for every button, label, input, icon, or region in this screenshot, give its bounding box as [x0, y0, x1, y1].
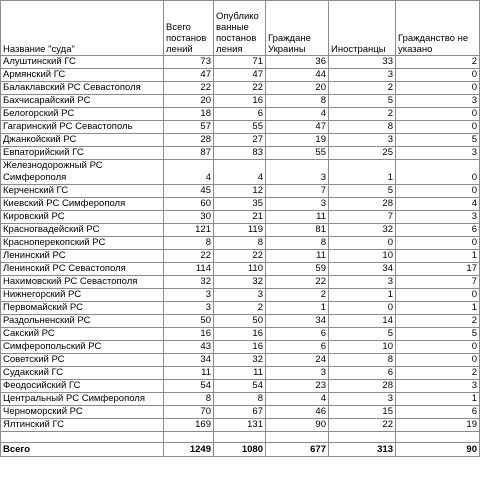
citizenship-unknown-cell[interactable]: 3: [396, 380, 480, 393]
table-row: [1, 95, 480, 108]
foreigners-cell[interactable]: 6: [329, 367, 396, 380]
citizens-ukraine-cell[interactable]: 8: [266, 95, 329, 108]
citizenship-unknown-cell[interactable]: 0: [396, 82, 480, 95]
total-rulings-cell[interactable]: 8: [164, 237, 214, 250]
court-name-cell[interactable]: Центральный РС Симферополя: [1, 393, 164, 406]
citizenship-unknown-cell[interactable]: 1: [396, 393, 480, 406]
header-row: [1, 1, 480, 56]
published-rulings-cell[interactable]: 27: [214, 134, 266, 147]
published-rulings-cell[interactable]: 67: [214, 406, 266, 419]
total-rulings-cell[interactable]: 3: [164, 302, 214, 315]
court-name-cell[interactable]: Алуштинский ГС: [1, 56, 164, 69]
court-name-cell[interactable]: Белогорский РС: [1, 108, 164, 121]
citizens-ukraine-cell[interactable]: 6: [266, 328, 329, 341]
foreigners-cell[interactable]: 5: [329, 185, 396, 198]
total-citizens-ukraine[interactable]: 677: [266, 443, 329, 457]
foreigners-cell[interactable]: 33: [329, 56, 396, 69]
court-name-cell[interactable]: Первомайский РС: [1, 302, 164, 315]
total-rulings-cell[interactable]: 20: [164, 95, 214, 108]
citizenship-unknown-cell[interactable]: 3: [396, 95, 480, 108]
published-rulings-cell[interactable]: 54: [214, 380, 266, 393]
total-rulings-cell[interactable]: 50: [164, 315, 214, 328]
published-rulings-cell[interactable]: 22: [214, 82, 266, 95]
citizens-ukraine-cell[interactable]: 46: [266, 406, 329, 419]
table-row: [1, 250, 480, 263]
court-name-cell[interactable]: Киевский РС Симферополя: [1, 198, 164, 211]
table-row: [1, 121, 480, 134]
table-row: [1, 380, 480, 393]
citizens-ukraine-cell[interactable]: 1: [266, 302, 329, 315]
court-name-cell[interactable]: Сакский РС: [1, 328, 164, 341]
citizenship-unknown-cell[interactable]: 1: [396, 302, 480, 315]
total-rulings-cell[interactable]: 60: [164, 198, 214, 211]
foreigners-cell[interactable]: 3: [329, 134, 396, 147]
citizens-ukraine-cell[interactable]: 3: [266, 367, 329, 380]
table-row: [1, 185, 480, 198]
foreigners-cell[interactable]: 8: [329, 121, 396, 134]
total-rulings-cell[interactable]: 11: [164, 367, 214, 380]
published-rulings-cell[interactable]: 12: [214, 185, 266, 198]
total-rulings-cell[interactable]: 28: [164, 134, 214, 147]
citizens-ukraine-cell[interactable]: 44: [266, 69, 329, 82]
table-row: [1, 224, 480, 237]
citizens-ukraine-cell[interactable]: 34: [266, 315, 329, 328]
citizens-ukraine-cell[interactable]: 22: [266, 276, 329, 289]
table-row: [1, 56, 480, 69]
court-name-cell[interactable]: Железнодорожный РС Симферополя: [1, 160, 164, 185]
citizenship-unknown-cell[interactable]: 0: [396, 341, 480, 354]
table-row: [1, 108, 480, 121]
citizens-ukraine-cell[interactable]: 19: [266, 134, 329, 147]
table-row: [1, 315, 480, 328]
table-row: [1, 82, 480, 95]
foreigners-cell[interactable]: 7: [329, 211, 396, 224]
court-name-cell[interactable]: Евпаторийский ГС: [1, 147, 164, 160]
published-rulings-cell[interactable]: 32: [214, 354, 266, 367]
published-rulings-cell[interactable]: 16: [214, 341, 266, 354]
published-rulings-cell[interactable]: 83: [214, 147, 266, 160]
published-rulings-cell[interactable]: 50: [214, 315, 266, 328]
foreigners-cell[interactable]: 5: [329, 328, 396, 341]
citizenship-unknown-cell[interactable]: 4: [396, 198, 480, 211]
header-total-rulings[interactable]: Всего постанов лений: [164, 1, 214, 56]
table-row: [1, 354, 480, 367]
court-name-cell[interactable]: Балаклавский РС Севастополя: [1, 82, 164, 95]
table-row: [1, 419, 480, 432]
total-rulings-cell[interactable]: 73: [164, 56, 214, 69]
total-rulings-cell[interactable]: 57: [164, 121, 214, 134]
published-rulings-cell[interactable]: 47: [214, 69, 266, 82]
foreigners-cell[interactable]: 8: [329, 354, 396, 367]
published-rulings-cell[interactable]: 8: [214, 237, 266, 250]
court-name-cell[interactable]: Феодосийский ГС: [1, 380, 164, 393]
table-row: [1, 406, 480, 419]
table-cell[interactable]: [266, 432, 329, 443]
total-rulings-cell[interactable]: 45: [164, 185, 214, 198]
total-rulings-cell[interactable]: 121: [164, 224, 214, 237]
total-rulings-cell[interactable]: 114: [164, 263, 214, 276]
citizens-ukraine-cell[interactable]: 47: [266, 121, 329, 134]
table-cell[interactable]: [1, 432, 164, 443]
court-name-cell[interactable]: Раздольненский РС: [1, 315, 164, 328]
court-name-cell[interactable]: Армянский ГС: [1, 69, 164, 82]
foreigners-cell[interactable]: 14: [329, 315, 396, 328]
foreigners-cell[interactable]: 1: [329, 160, 396, 185]
table-row: [1, 341, 480, 354]
table-row: [1, 147, 480, 160]
citizenship-unknown-cell[interactable]: 3: [396, 211, 480, 224]
citizenship-unknown-cell[interactable]: 1: [396, 250, 480, 263]
published-rulings-cell[interactable]: 22: [214, 250, 266, 263]
total-all-rulings[interactable]: 1249: [164, 443, 214, 457]
table-cell[interactable]: [396, 432, 480, 443]
total-row: [1, 443, 480, 457]
published-rulings-cell[interactable]: 55: [214, 121, 266, 134]
citizenship-unknown-cell[interactable]: 7: [396, 276, 480, 289]
foreigners-cell[interactable]: 3: [329, 69, 396, 82]
table-cell[interactable]: [214, 432, 266, 443]
blank-row: [1, 432, 480, 443]
table-row: [1, 302, 480, 315]
citizenship-unknown-cell[interactable]: 0: [396, 185, 480, 198]
court-name-cell[interactable]: Кировский РС: [1, 211, 164, 224]
table-row: [1, 367, 480, 380]
total-unknown[interactable]: 90: [396, 443, 480, 457]
citizens-ukraine-cell[interactable]: 55: [266, 147, 329, 160]
foreigners-cell[interactable]: 2: [329, 82, 396, 95]
citizens-ukraine-cell[interactable]: 90: [266, 419, 329, 432]
published-rulings-cell[interactable]: 4: [214, 160, 266, 185]
foreigners-cell[interactable]: 0: [329, 302, 396, 315]
table-body: [1, 56, 480, 432]
table-row: [1, 198, 480, 211]
citizenship-unknown-cell[interactable]: 0: [396, 354, 480, 367]
court-name-cell[interactable]: Симферопольский РС: [1, 341, 164, 354]
citizenship-unknown-cell[interactable]: 6: [396, 224, 480, 237]
foreigners-cell[interactable]: 34: [329, 263, 396, 276]
foreigners-cell[interactable]: 32: [329, 224, 396, 237]
citizenship-unknown-cell[interactable]: 0: [396, 289, 480, 302]
published-rulings-cell[interactable]: 71: [214, 56, 266, 69]
total-rulings-cell[interactable]: 47: [164, 69, 214, 82]
foreigners-cell[interactable]: 5: [329, 95, 396, 108]
header-citizens-ukraine[interactable]: Граждане Украины: [266, 1, 329, 56]
table-cell[interactable]: [329, 432, 396, 443]
foreigners-cell[interactable]: 15: [329, 406, 396, 419]
citizenship-unknown-cell[interactable]: 19: [396, 419, 480, 432]
table-cell[interactable]: [164, 432, 214, 443]
header-citizenship-unknown[interactable]: Гражданство не указано: [396, 1, 480, 56]
court-name-cell[interactable]: Гагаринский РС Севастополь: [1, 121, 164, 134]
total-rulings-cell[interactable]: 22: [164, 82, 214, 95]
table-row: [1, 134, 480, 147]
total-rulings-cell[interactable]: 16: [164, 328, 214, 341]
header-foreigners[interactable]: Иностранцы: [329, 1, 396, 56]
published-rulings-cell[interactable]: 3: [214, 289, 266, 302]
total-published[interactable]: 1080: [214, 443, 266, 457]
total-rulings-cell[interactable]: 3: [164, 289, 214, 302]
table-row: [1, 276, 480, 289]
foreigners-cell[interactable]: 1: [329, 289, 396, 302]
court-name-cell[interactable]: Ялтинский ГС: [1, 419, 164, 432]
foreigners-cell[interactable]: 22: [329, 419, 396, 432]
published-rulings-cell[interactable]: 21: [214, 211, 266, 224]
court-name-cell[interactable]: Советский РС: [1, 354, 164, 367]
foreigners-cell[interactable]: 3: [329, 393, 396, 406]
citizens-ukraine-cell[interactable]: 36: [266, 56, 329, 69]
foreigners-cell[interactable]: 28: [329, 198, 396, 211]
total-rulings-cell[interactable]: 169: [164, 419, 214, 432]
citizens-ukraine-cell[interactable]: 2: [266, 289, 329, 302]
court-name-cell[interactable]: Красногвадейский РС: [1, 224, 164, 237]
foreigners-cell[interactable]: 10: [329, 341, 396, 354]
court-name-cell[interactable]: Черноморский РС: [1, 406, 164, 419]
citizenship-unknown-cell[interactable]: 0: [396, 160, 480, 185]
table-row: [1, 211, 480, 224]
published-rulings-cell[interactable]: 6: [214, 108, 266, 121]
header-published-rulings[interactable]: Опублико ванные постанов ления: [214, 1, 266, 56]
citizenship-unknown-cell[interactable]: 5: [396, 134, 480, 147]
total-rulings-cell[interactable]: 18: [164, 108, 214, 121]
header-court-name[interactable]: Название "суда": [1, 1, 164, 56]
total-rulings-cell[interactable]: 4: [164, 160, 214, 185]
total-rulings-cell[interactable]: 32: [164, 276, 214, 289]
published-rulings-cell[interactable]: 32: [214, 276, 266, 289]
citizenship-unknown-cell[interactable]: 2: [396, 315, 480, 328]
table-row: [1, 393, 480, 406]
court-name-cell[interactable]: Джанкойский РС: [1, 134, 164, 147]
citizenship-unknown-cell[interactable]: 17: [396, 263, 480, 276]
citizens-ukraine-cell[interactable]: 3: [266, 198, 329, 211]
total-rulings-cell[interactable]: 8: [164, 393, 214, 406]
published-rulings-cell[interactable]: 35: [214, 198, 266, 211]
table-row: [1, 263, 480, 276]
foreigners-cell[interactable]: 28: [329, 380, 396, 393]
citizens-ukraine-cell[interactable]: 23: [266, 380, 329, 393]
court-name-cell[interactable]: Судакский ГС: [1, 367, 164, 380]
citizens-ukraine-cell[interactable]: 4: [266, 393, 329, 406]
total-label[interactable]: Всего: [1, 443, 164, 457]
published-rulings-cell[interactable]: 119: [214, 224, 266, 237]
table-row: [1, 328, 480, 341]
citizenship-unknown-cell[interactable]: 0: [396, 108, 480, 121]
published-rulings-cell[interactable]: 8: [214, 393, 266, 406]
citizenship-unknown-cell[interactable]: 2: [396, 56, 480, 69]
foreigners-cell[interactable]: 10: [329, 250, 396, 263]
citizens-ukraine-cell[interactable]: 7: [266, 185, 329, 198]
total-rulings-cell[interactable]: 34: [164, 354, 214, 367]
total-rulings-cell[interactable]: 87: [164, 147, 214, 160]
court-name-cell[interactable]: Бахчисарайский РС: [1, 95, 164, 108]
published-rulings-cell[interactable]: 16: [214, 95, 266, 108]
total-rulings-cell[interactable]: 30: [164, 211, 214, 224]
total-rulings-cell[interactable]: 54: [164, 380, 214, 393]
total-rulings-cell[interactable]: 70: [164, 406, 214, 419]
court-name-cell[interactable]: Керченский ГС: [1, 185, 164, 198]
citizenship-unknown-cell[interactable]: 3: [396, 147, 480, 160]
total-foreigners[interactable]: 313: [329, 443, 396, 457]
total-rulings-cell[interactable]: 43: [164, 341, 214, 354]
citizens-ukraine-cell[interactable]: 6: [266, 341, 329, 354]
foreigners-cell[interactable]: 3: [329, 276, 396, 289]
court-name-cell[interactable]: Нижнегорский РС: [1, 289, 164, 302]
foreigners-cell[interactable]: 25: [329, 147, 396, 160]
published-rulings-cell[interactable]: 131: [214, 419, 266, 432]
table-row: [1, 160, 480, 185]
citizenship-unknown-cell[interactable]: 0: [396, 237, 480, 250]
citizens-ukraine-cell[interactable]: 8: [266, 237, 329, 250]
citizens-ukraine-cell[interactable]: 11: [266, 250, 329, 263]
total-rulings-cell[interactable]: 22: [164, 250, 214, 263]
citizens-ukraine-cell[interactable]: 11: [266, 211, 329, 224]
published-rulings-cell[interactable]: 110: [214, 263, 266, 276]
citizenship-unknown-cell[interactable]: 2: [396, 367, 480, 380]
foreigners-cell[interactable]: 0: [329, 237, 396, 250]
citizens-ukraine-cell[interactable]: 24: [266, 354, 329, 367]
table-row: [1, 289, 480, 302]
citizens-ukraine-cell[interactable]: 59: [266, 263, 329, 276]
published-rulings-cell[interactable]: 11: [214, 367, 266, 380]
court-name-cell[interactable]: Ленинский РС Севастополя: [1, 263, 164, 276]
table-row: [1, 69, 480, 82]
citizens-ukraine-cell[interactable]: 4: [266, 108, 329, 121]
citizens-ukraine-cell[interactable]: 81: [266, 224, 329, 237]
citizens-ukraine-cell[interactable]: 20: [266, 82, 329, 95]
published-rulings-cell[interactable]: 2: [214, 302, 266, 315]
court-name-cell[interactable]: Ленинский РС: [1, 250, 164, 263]
court-name-cell[interactable]: Нахимовский РС Севастополя: [1, 276, 164, 289]
published-rulings-cell[interactable]: 16: [214, 328, 266, 341]
citizenship-unknown-cell[interactable]: 0: [396, 121, 480, 134]
foreigners-cell[interactable]: 2: [329, 108, 396, 121]
court-name-cell[interactable]: Красноперекопский РС: [1, 237, 164, 250]
table-row: [1, 237, 480, 250]
citizenship-unknown-cell[interactable]: 5: [396, 328, 480, 341]
citizenship-unknown-cell[interactable]: 0: [396, 69, 480, 82]
citizens-ukraine-cell[interactable]: 3: [266, 160, 329, 185]
citizenship-unknown-cell[interactable]: 6: [396, 406, 480, 419]
